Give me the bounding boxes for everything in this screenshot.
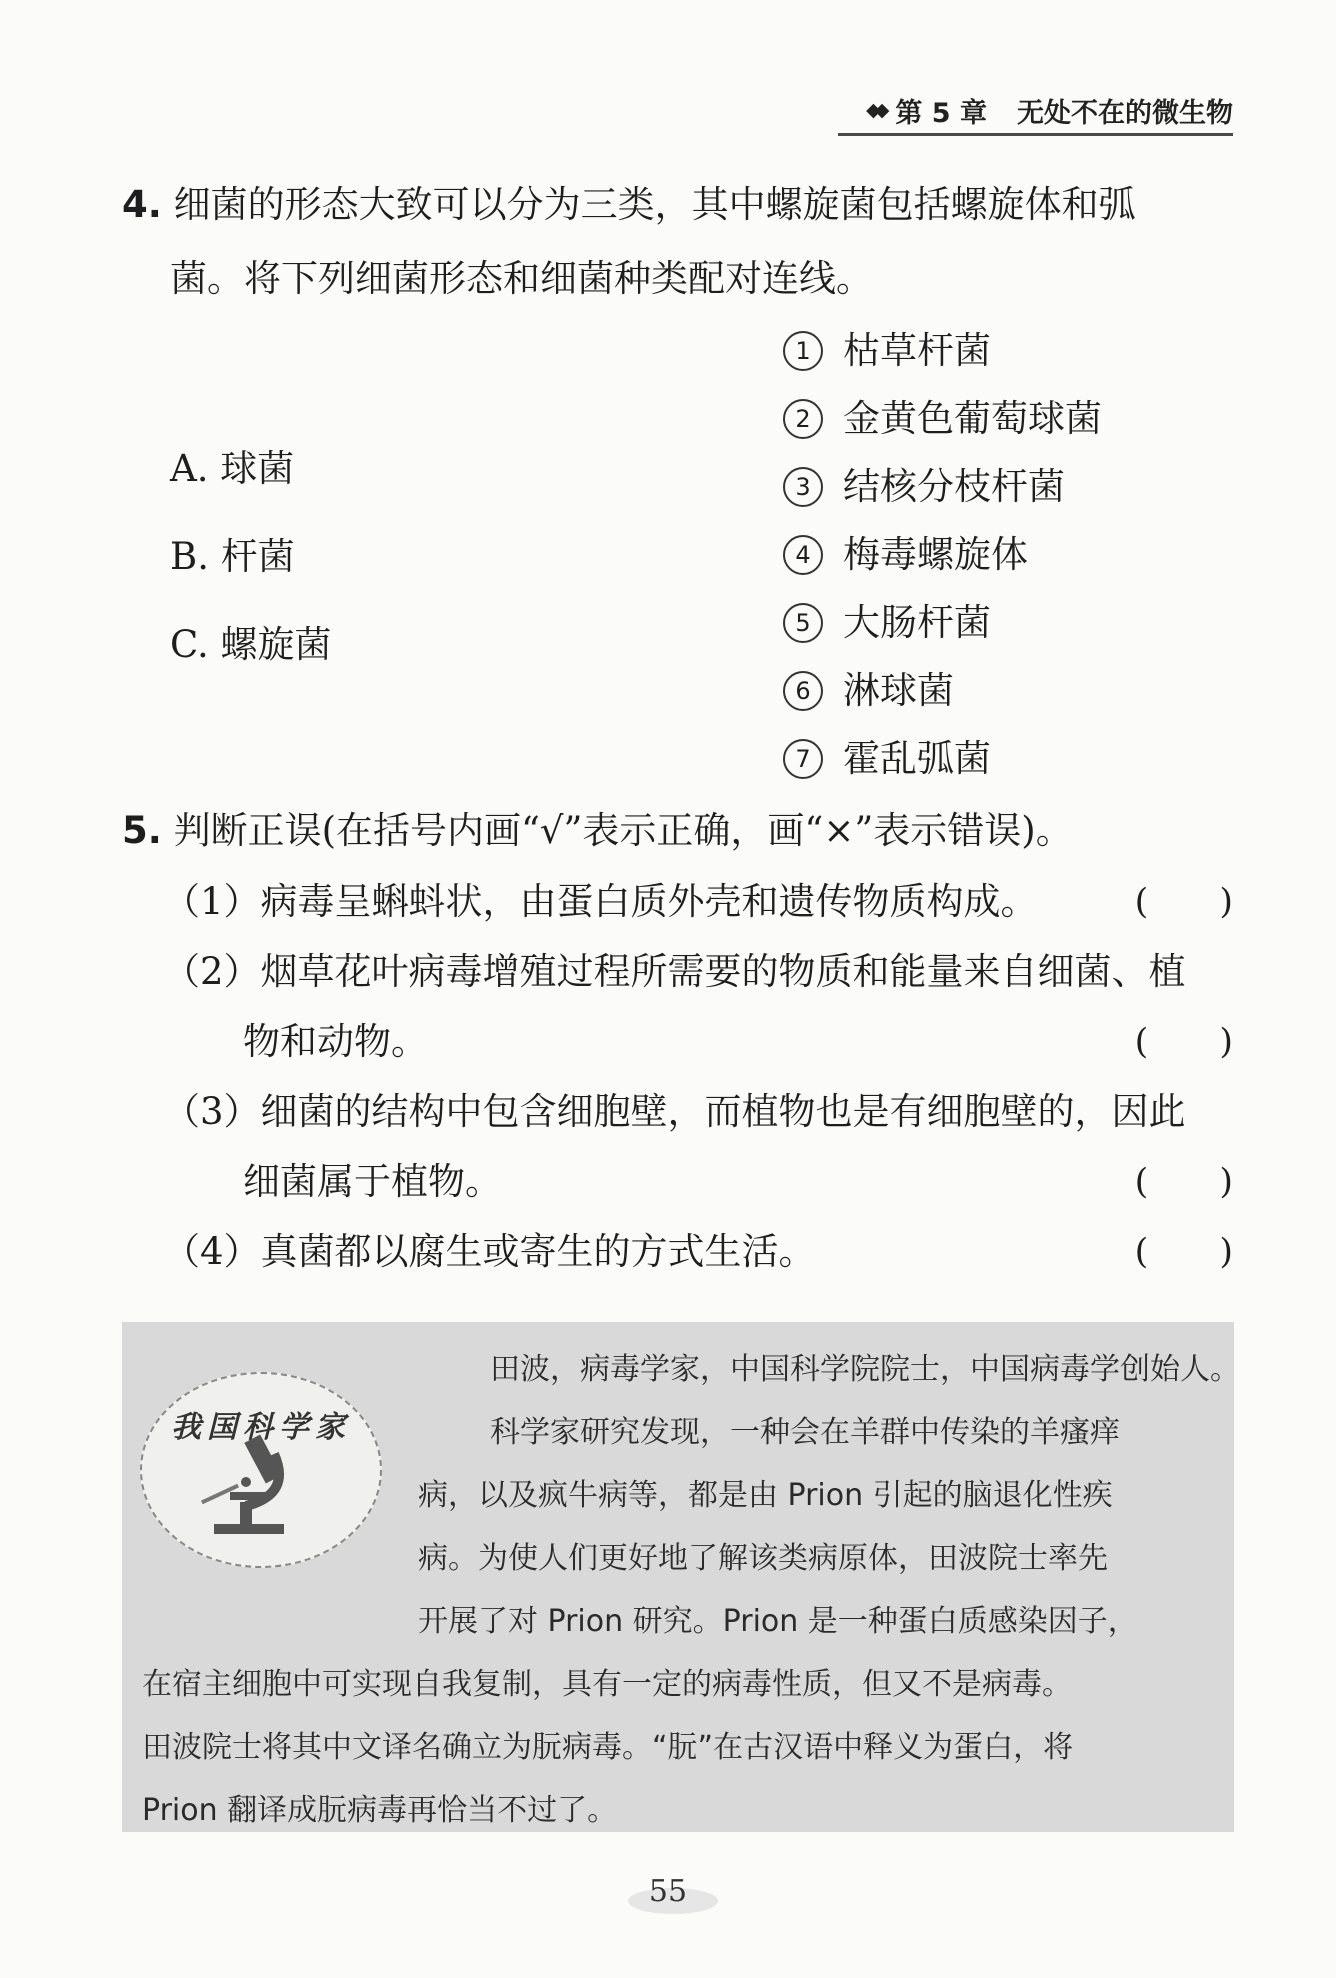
chapter-title: 无处不在的微生物 [1017,97,1233,129]
right-item-label: 结核分枝杆菌 [843,465,1065,508]
circled-number: 5 [783,603,823,643]
right-item-label: 霍乱弧菌 [843,737,991,780]
q4-right-item-4 [783,531,1028,579]
q4-line2: 菌。将下列细菌形态和细菌种类配对连线。 [170,257,873,300]
q4-right-item-6 [783,667,954,715]
q5-item-3 [163,1088,1186,1136]
answer-parens: ( ) [1134,1162,1233,1202]
page-number: 55 [648,1874,688,1909]
q5-item-text: 病毒呈蝌蚪状，由蛋白质外壳和遗传物质构成。 [260,880,1038,923]
q4-line1 [122,181,1136,229]
q5-item-label: （3） [163,1090,261,1133]
q4-right-item-1 [783,327,991,375]
q5-item-text: 真菌都以腐生或寄生的方式生活。 [260,1230,816,1273]
q5-item-1 [163,878,1038,926]
answer-parens: ( ) [1134,882,1233,922]
chapter-header [866,88,1233,132]
q4-right-item-5 [783,599,991,647]
badge-text: 我国科学家 [171,1410,351,1445]
q4-left-item-a: A. 球菌 [170,447,295,490]
box-line-1: 田波，病毒学家，中国科学院院士，中国病毒学创始人。 [490,1352,1240,1387]
box-line-6: 在宿主细胞中可实现自我复制，具有一定的病毒性质，但又不是病毒。 [142,1667,1072,1702]
box-line-4: 病。为使人们更好地了解该类病原体，田波院士率先 [418,1541,1108,1576]
q5-item-label: （4） [163,1230,261,1273]
right-item-label: 金黄色葡萄球菌 [843,397,1102,440]
chapter-number: 第 5 章 [895,97,987,129]
q5-item-2 [163,948,1186,996]
q5-item-4 [163,1228,816,1276]
right-item-label: 枯草杆菌 [843,329,991,372]
circled-number: 1 [783,331,823,371]
q4-left-item-c: C. 螺旋菌 [170,623,332,666]
q4-number: 4. [122,183,162,226]
box-line-7: 田波院士将其中文译名确立为朊病毒。“朊”在古汉语中释义为蛋白，将 [142,1730,1074,1765]
q5-item-2-cont: 物和动物。 [243,1020,428,1063]
q4-right-item-3 [783,463,1065,511]
q5-number: 5. [122,809,162,852]
q5-item-text: 烟草花叶病毒增殖过程所需要的物质和能量来自细菌、植 [260,950,1186,993]
right-item-label: 淋球菌 [843,669,954,712]
diamond-marker-icon: ◆◆ [866,99,884,121]
q5-item-label: （1） [163,880,261,923]
q4-text-1: 细菌的形态大致可以分为三类，其中螺旋菌包括螺旋体和弧 [173,183,1136,226]
q4-right-item-2 [783,395,1102,443]
right-item-label: 大肠杆菌 [843,601,991,644]
box-line-2: 科学家研究发现，一种会在羊群中传染的羊瘙痒 [490,1415,1120,1450]
circled-number: 7 [783,739,823,779]
chinese-scientist-badge [140,1372,382,1568]
right-item-label: 梅毒螺旋体 [843,533,1028,576]
circled-number: 3 [783,467,823,507]
answer-parens: ( ) [1134,1232,1233,1272]
answer-parens: ( ) [1134,1022,1233,1062]
box-line-8: Prion 翻译成朊病毒再恰当不过了。 [142,1793,618,1828]
circled-number: 2 [783,399,823,439]
q5-item-text: 细菌的结构中包含细胞壁，而植物也是有细胞壁的，因此 [260,1090,1186,1133]
circled-number: 6 [783,671,823,711]
box-line-3: 病，以及疯牛病等，都是由 Prion 引起的脑退化性疾 [418,1478,1113,1513]
q4-left-item-b: B. 杆菌 [170,535,295,578]
q5-instruction: 判断正误(在括号内画“√”表示正确，画“×”表示错误)。 [173,809,1073,852]
box-line-5: 开展了对 Prion 研究。Prion 是一种蛋白质感染因子， [418,1604,1138,1639]
circled-number: 4 [783,535,823,575]
q5-item-label: （2） [163,950,261,993]
q5-instruction-line [122,807,1073,855]
header-divider [838,133,1233,136]
q5-item-3-cont: 细菌属于植物。 [243,1160,502,1203]
q4-right-item-7 [783,735,991,783]
